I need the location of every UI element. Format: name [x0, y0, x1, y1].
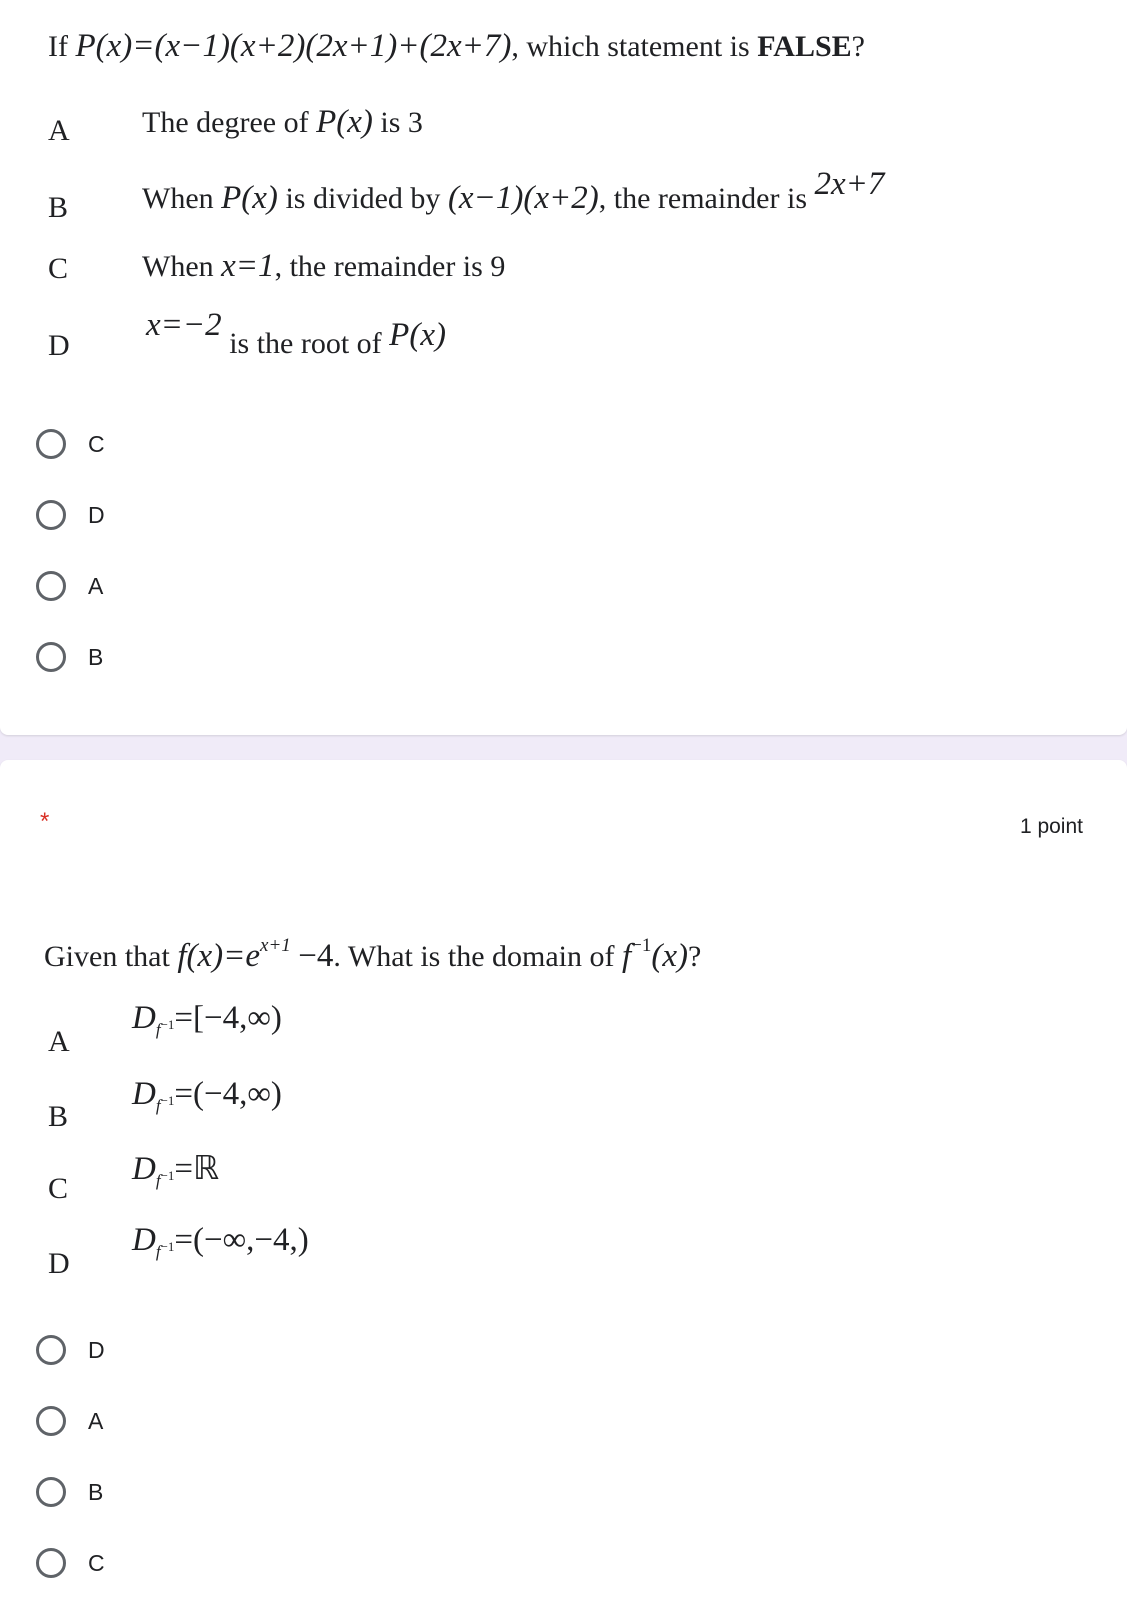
- domain-subscript: f: [155, 1171, 161, 1190]
- domain-subscript-exponent: −1: [160, 1239, 175, 1254]
- statement-c-text-1: When: [142, 250, 214, 283]
- choice-label: B: [88, 1478, 104, 1505]
- choice-d[interactable]: [36, 1330, 105, 1370]
- choice-c[interactable]: [36, 1543, 105, 1583]
- required-marker: *: [40, 808, 50, 835]
- function-constant: −4: [298, 938, 334, 974]
- choice-d[interactable]: [36, 495, 105, 535]
- statement-letter-c: C: [48, 252, 69, 285]
- domain-value: =ℝ: [174, 1151, 220, 1187]
- statement-d-math-1: x=−2: [146, 307, 222, 343]
- option-c: [132, 1148, 219, 1191]
- option-a: [132, 1000, 282, 1040]
- function-expression: f(x)=e: [177, 938, 261, 974]
- statement-a-text-1: The degree of: [142, 106, 309, 139]
- domain-symbol: D: [132, 1151, 156, 1187]
- question-end: ?: [851, 30, 865, 63]
- option-letter-c: C: [48, 1172, 69, 1205]
- option-b: [132, 1076, 282, 1116]
- domain-value: =(−4,∞): [174, 1076, 282, 1112]
- points-label: 1 point: [1019, 815, 1083, 838]
- statement-letter-a: A: [48, 114, 70, 147]
- choice-a[interactable]: [36, 566, 103, 606]
- statement-d-text: is the root of: [229, 327, 382, 360]
- domain-symbol: D: [132, 1222, 156, 1258]
- question-prefix: If: [48, 30, 68, 63]
- statement-letter-b: B: [48, 191, 69, 224]
- question-card-1: [0, 0, 1127, 735]
- statement-letter-d: D: [48, 329, 70, 362]
- choice-label: D: [88, 501, 105, 528]
- statement-d: [146, 307, 446, 360]
- statement-b-text-3: , the remainder is: [598, 182, 807, 215]
- question-1-text: [48, 28, 865, 65]
- question-emphasis: FALSE: [757, 30, 852, 63]
- question-prefix: Given that: [44, 940, 170, 973]
- domain-subscript-exponent: −1: [160, 1093, 175, 1108]
- choice-a[interactable]: [36, 1401, 103, 1441]
- domain-subscript-exponent: −1: [160, 1168, 175, 1183]
- domain-symbol: D: [132, 1000, 156, 1036]
- domain-value: =[−4,∞): [174, 1000, 282, 1036]
- option-d: [132, 1222, 309, 1262]
- function-exponent: x+1: [260, 935, 291, 956]
- inverse-function: f: [621, 938, 632, 974]
- question-middle: . What is the domain of: [333, 940, 615, 973]
- choice-label: B: [88, 643, 104, 670]
- choice-b[interactable]: [36, 1472, 103, 1512]
- option-letter-b: B: [48, 1100, 69, 1133]
- domain-subscript: f: [155, 1242, 161, 1261]
- choice-label: A: [88, 572, 104, 599]
- radio-button[interactable]: [36, 1406, 66, 1436]
- choice-label: C: [88, 430, 105, 457]
- domain-subscript: f: [155, 1096, 161, 1115]
- radio-button[interactable]: [36, 1548, 66, 1578]
- polynomial-expression: P(x)=(x−1)(x+2)(2x+1)+(2x+7): [75, 28, 512, 64]
- option-letter-a: A: [48, 1025, 70, 1058]
- question-suffix: , which statement is: [511, 30, 750, 63]
- inverse-argument: (x): [651, 938, 689, 974]
- statement-a-text-2: is 3: [380, 106, 423, 139]
- question-end: ?: [688, 940, 702, 973]
- statement-a-math: P(x): [316, 104, 373, 140]
- radio-button[interactable]: [36, 429, 66, 459]
- radio-button[interactable]: [36, 500, 66, 530]
- domain-subscript-exponent: −1: [160, 1017, 175, 1032]
- statement-b-text-2: is divided by: [285, 182, 441, 215]
- statement-b-math-2: (x−1)(x+2): [447, 180, 599, 216]
- statement-b-math-3: 2x+7: [814, 166, 885, 202]
- option-letter-d: D: [48, 1247, 70, 1280]
- choice-label: A: [88, 1407, 104, 1434]
- inverse-exponent: −1: [631, 935, 652, 956]
- statement-c-text-2: , the remainder is 9: [274, 250, 506, 283]
- question-2-text: [44, 935, 702, 975]
- radio-button[interactable]: [36, 642, 66, 672]
- statement-b-math-1: P(x): [221, 180, 278, 216]
- choice-label: D: [88, 1336, 105, 1363]
- choice-c[interactable]: [36, 424, 105, 464]
- choice-label: C: [88, 1549, 105, 1576]
- statement-a: [142, 104, 423, 141]
- statement-d-math-2: P(x): [389, 317, 446, 353]
- radio-button[interactable]: [36, 571, 66, 601]
- radio-button[interactable]: [36, 1335, 66, 1365]
- statement-b-text-1: When: [142, 182, 214, 215]
- domain-symbol: D: [132, 1076, 156, 1112]
- choice-b[interactable]: [36, 637, 103, 677]
- domain-subscript: f: [155, 1020, 161, 1039]
- statement-b: [142, 166, 885, 217]
- statement-c-math: x=1: [221, 248, 275, 284]
- statement-c: [142, 248, 505, 285]
- radio-button[interactable]: [36, 1477, 66, 1507]
- domain-value: =(−∞,−4,): [174, 1222, 309, 1258]
